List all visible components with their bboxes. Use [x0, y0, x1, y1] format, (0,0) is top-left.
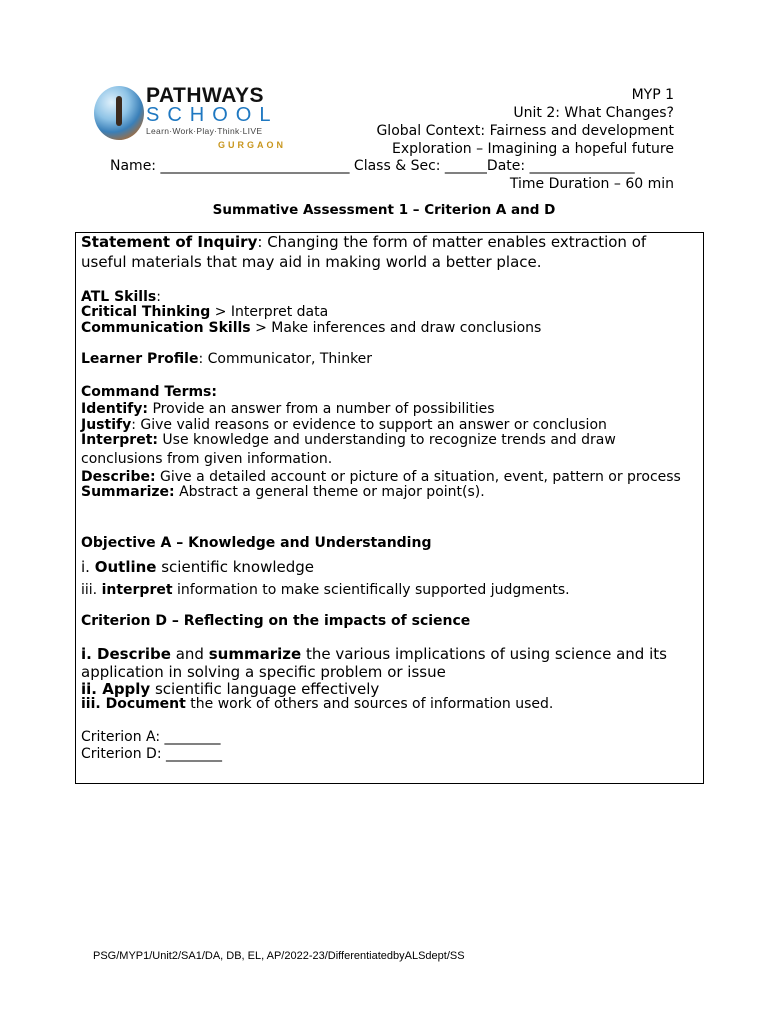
objective-a-heading	[81, 535, 431, 551]
obj-a-iii-bold: interpret	[101, 582, 173, 598]
crit-d-i-mid: and	[170, 645, 209, 663]
summarize-text: Abstract a general theme or major point(s).	[174, 484, 485, 500]
critical-label: Critical Thinking	[81, 304, 211, 320]
identify-text: Provide an answer from a number of possibilities	[148, 401, 495, 417]
crit-d-i-bold1: i. Describe	[81, 645, 171, 663]
command-describe	[81, 469, 681, 485]
command-heading-text: Command Terms:	[81, 384, 217, 400]
header-myp: MYP 1	[631, 87, 674, 103]
comm-label: Communication Skills	[81, 320, 251, 336]
command-interpret	[81, 432, 616, 448]
time-duration: Time Duration – 60 min	[509, 176, 674, 192]
objective-a-i	[81, 558, 314, 576]
atl-critical	[81, 304, 328, 320]
footer-reference: PSG/MYP1/Unit2/SA1/DA, DB, EL, AP/2022-23/DifferentiatedbyALSdept/SS	[93, 950, 465, 962]
logo-tagline: Learn·Work·Play·Think·LIVE	[146, 126, 263, 136]
command-identify	[81, 401, 495, 417]
comm-text: > Make inferences and draw conclusions	[250, 320, 542, 336]
school-logo	[94, 84, 298, 154]
atl-communication	[81, 320, 541, 336]
describe-text: Give a detailed account or picture of a situation, event, pattern or process	[155, 469, 681, 485]
objective-a-heading-text: Objective A – Knowledge and Understanding	[81, 535, 432, 551]
header-unit: Unit 2: What Changes?	[513, 105, 674, 121]
criterion-a-mark: Criterion A: ________	[81, 729, 221, 745]
justify-text: : Give valid reasons or evidence to support an answer or conclusion	[131, 417, 607, 433]
summarize-label: Summarize:	[81, 484, 175, 500]
crit-d-ii-bold: ii. Apply	[81, 680, 151, 698]
learner-text: : Communicator, Thinker	[198, 351, 373, 367]
objective-a-iii	[81, 582, 570, 598]
header-exploration: Exploration – Imagining a hopeful future	[392, 141, 674, 157]
criterion-d-i	[81, 645, 667, 663]
obj-a-iii-prefix: iii.	[81, 582, 102, 598]
learner-profile	[81, 351, 372, 367]
crit-d-iii-text: the work of others and sources of information used.	[185, 696, 554, 712]
criterion-d-heading-text: Criterion D – Reflecting on the impacts of science	[81, 613, 471, 629]
crit-d-iii-bold: iii. Document	[81, 696, 186, 712]
command-heading	[81, 384, 217, 400]
obj-a-iii-text: information to make scientifically supported judgments.	[172, 582, 570, 598]
logo-school: SCHOOL	[146, 104, 279, 126]
logo-name: PATHWAYS	[146, 84, 264, 107]
globe-icon	[94, 86, 144, 140]
obj-a-i-bold: Outline	[94, 558, 157, 576]
inquiry-line-1	[81, 233, 646, 251]
identify-label: Identify:	[81, 401, 148, 417]
atl-label: ATL Skills	[81, 289, 157, 305]
criterion-d-mark: Criterion D: ________	[81, 746, 223, 762]
criterion-d-iii	[81, 696, 553, 712]
crit-d-i-bold2: summarize	[208, 645, 302, 663]
obj-a-i-prefix: i.	[81, 558, 95, 576]
atl-heading	[81, 289, 161, 305]
obj-a-i-text: scientific knowledge	[156, 558, 315, 576]
crit-d-ii-text: scientific language effectively	[150, 680, 380, 698]
command-justify	[81, 417, 607, 433]
describe-label: Describe:	[81, 469, 156, 485]
header-global-context: Global Context: Fairness and development	[376, 123, 674, 139]
interpret-label: Interpret:	[81, 432, 158, 448]
atl-colon: :	[156, 289, 161, 305]
justify-label: Justify	[81, 417, 132, 433]
command-summarize	[81, 484, 485, 500]
inquiry-label: Statement of Inquiry	[81, 233, 258, 251]
command-interpret-2: conclusions from given information.	[81, 451, 333, 467]
inquiry-line-2: useful materials that may aid in making world a better place.	[81, 253, 542, 271]
interpret-text: Use knowledge and understanding to recognize trends and draw	[157, 432, 616, 448]
criterion-d-i-2: application in solving a specific problem or issue	[81, 663, 446, 681]
crit-d-i-text: the various implications of using science and its	[301, 645, 667, 663]
inquiry-text: : Changing the form of matter enables extraction of	[257, 233, 647, 251]
criterion-d-heading	[81, 613, 470, 629]
critical-text: > Interpret data	[210, 304, 329, 320]
logo-city: GURGAON	[218, 140, 286, 150]
learner-label: Learner Profile	[81, 351, 199, 367]
document-title: Summative Assessment 1 – Criterion A and D	[212, 202, 556, 218]
student-details-row: Name: ___________________________ Class & Sec: ______Date: _______________	[110, 158, 635, 174]
